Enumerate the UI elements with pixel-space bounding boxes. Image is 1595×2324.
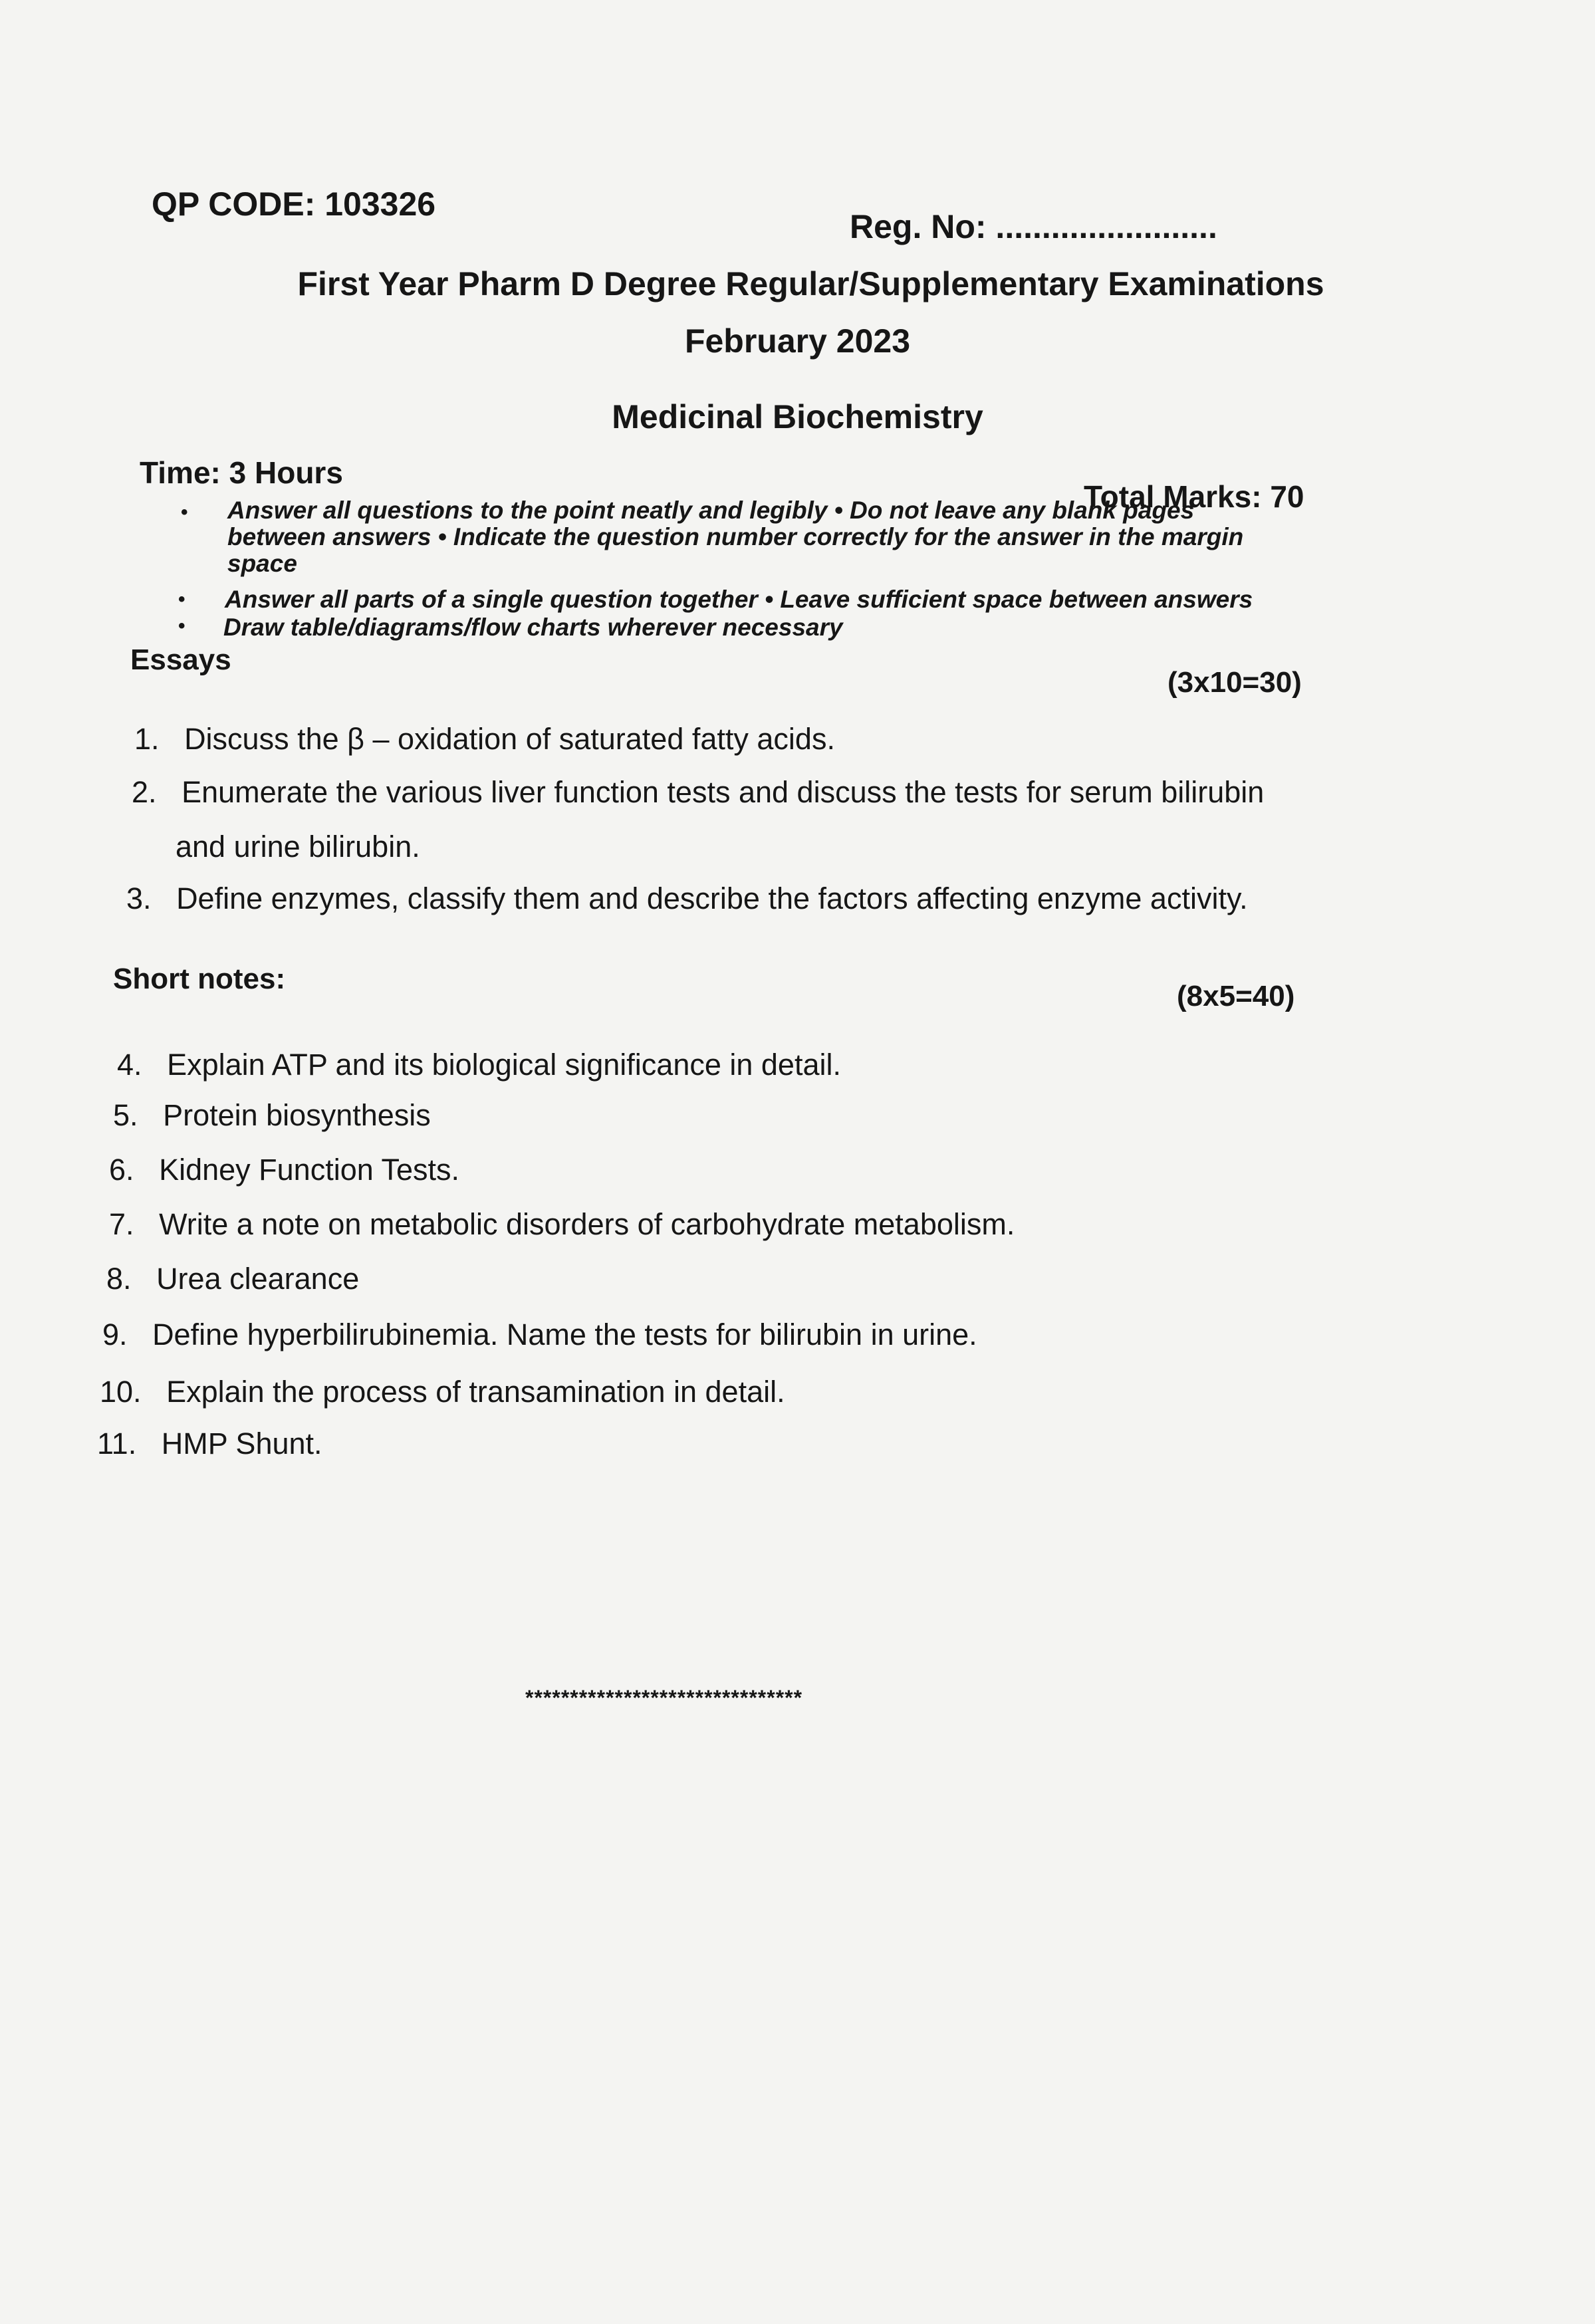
question-text: Define hyperbilirubinemia. Name the tests for bilirubin in urine. <box>152 1318 977 1351</box>
question-number: 9. <box>102 1318 144 1351</box>
question-item <box>106 1262 359 1296</box>
question-item <box>132 775 1264 810</box>
question-number: 4. <box>117 1048 159 1082</box>
question-text: HMP Shunt. <box>161 1427 322 1460</box>
question-number: 3. <box>126 881 168 915</box>
question-number: 11. <box>97 1427 154 1460</box>
question-text: Enumerate the various liver function tests and discuss the tests for serum bilirubin <box>182 775 1265 809</box>
question-item <box>117 1048 841 1082</box>
short-notes-marks: (8x5=40) <box>1177 980 1295 1012</box>
exam-date: February 2023 <box>684 322 911 360</box>
question-number: 2. <box>132 775 174 809</box>
essays-marks: (3x10=30) <box>1167 666 1302 699</box>
question-number: 6. <box>109 1153 151 1187</box>
question-item <box>109 1153 459 1187</box>
reg-no: Reg. No: ........................ <box>850 208 1217 245</box>
question-number: 10. <box>100 1375 158 1409</box>
question-item <box>126 881 1248 916</box>
question-number: 1. <box>134 722 176 756</box>
question-text-continued: and urine bilirubin. <box>176 830 420 864</box>
exam-time: Time: 3 Hours <box>140 455 343 490</box>
question-text: Protein biosynthesis <box>163 1098 431 1132</box>
question-text: Define enzymes, classify them and describe the factors affecting enzyme activity. <box>176 881 1248 915</box>
instruction-line-1: Answer all questions to the point neatly and legibly • Do not leave any blank pages between answers • Indicate the question number correctly for the answer in the margin space <box>227 497 1244 577</box>
question-number: 7. <box>109 1207 151 1241</box>
question-text: Explain ATP and its biological significance in detail. <box>167 1048 841 1082</box>
exam-title: First Year Pharm D Degree Regular/Supplementary Examinations <box>297 265 1324 302</box>
instruction-line-2: Answer all parts of a single question together • Leave sufficient space between answers <box>225 586 1253 613</box>
essays-heading: Essays <box>130 643 231 676</box>
short-notes-heading: Short notes: <box>113 963 286 995</box>
subject-title: Medicinal Biochemistry <box>612 398 983 435</box>
question-text: Explain the process of transamination in detail. <box>166 1375 785 1409</box>
question-item <box>97 1427 322 1461</box>
instruction-bullet: • <box>178 615 185 637</box>
question-item <box>134 722 835 756</box>
question-item <box>109 1207 1015 1242</box>
question-text: Write a note on metabolic disorders of carbohydrate metabolism. <box>159 1207 1015 1241</box>
question-text: Kidney Function Tests. <box>159 1153 459 1187</box>
question-item <box>113 1098 431 1133</box>
total-marks: Total Marks: 70 <box>1084 479 1304 514</box>
question-number: 5. <box>113 1098 155 1132</box>
question-text: Discuss the β – oxidation of saturated fatty acids. <box>184 722 835 756</box>
instruction-bullet: • <box>178 588 185 610</box>
question-text: Urea clearance <box>156 1262 360 1296</box>
qp-code: QP CODE: 103326 <box>152 185 436 223</box>
end-of-paper-stars: ******************************* <box>525 1686 803 1710</box>
instruction-line-3: Draw table/diagrams/flow charts wherever necessary <box>223 614 843 641</box>
question-item <box>102 1318 977 1352</box>
instruction-bullet: • <box>181 501 188 523</box>
question-item <box>100 1375 785 1409</box>
question-number: 8. <box>106 1262 148 1296</box>
